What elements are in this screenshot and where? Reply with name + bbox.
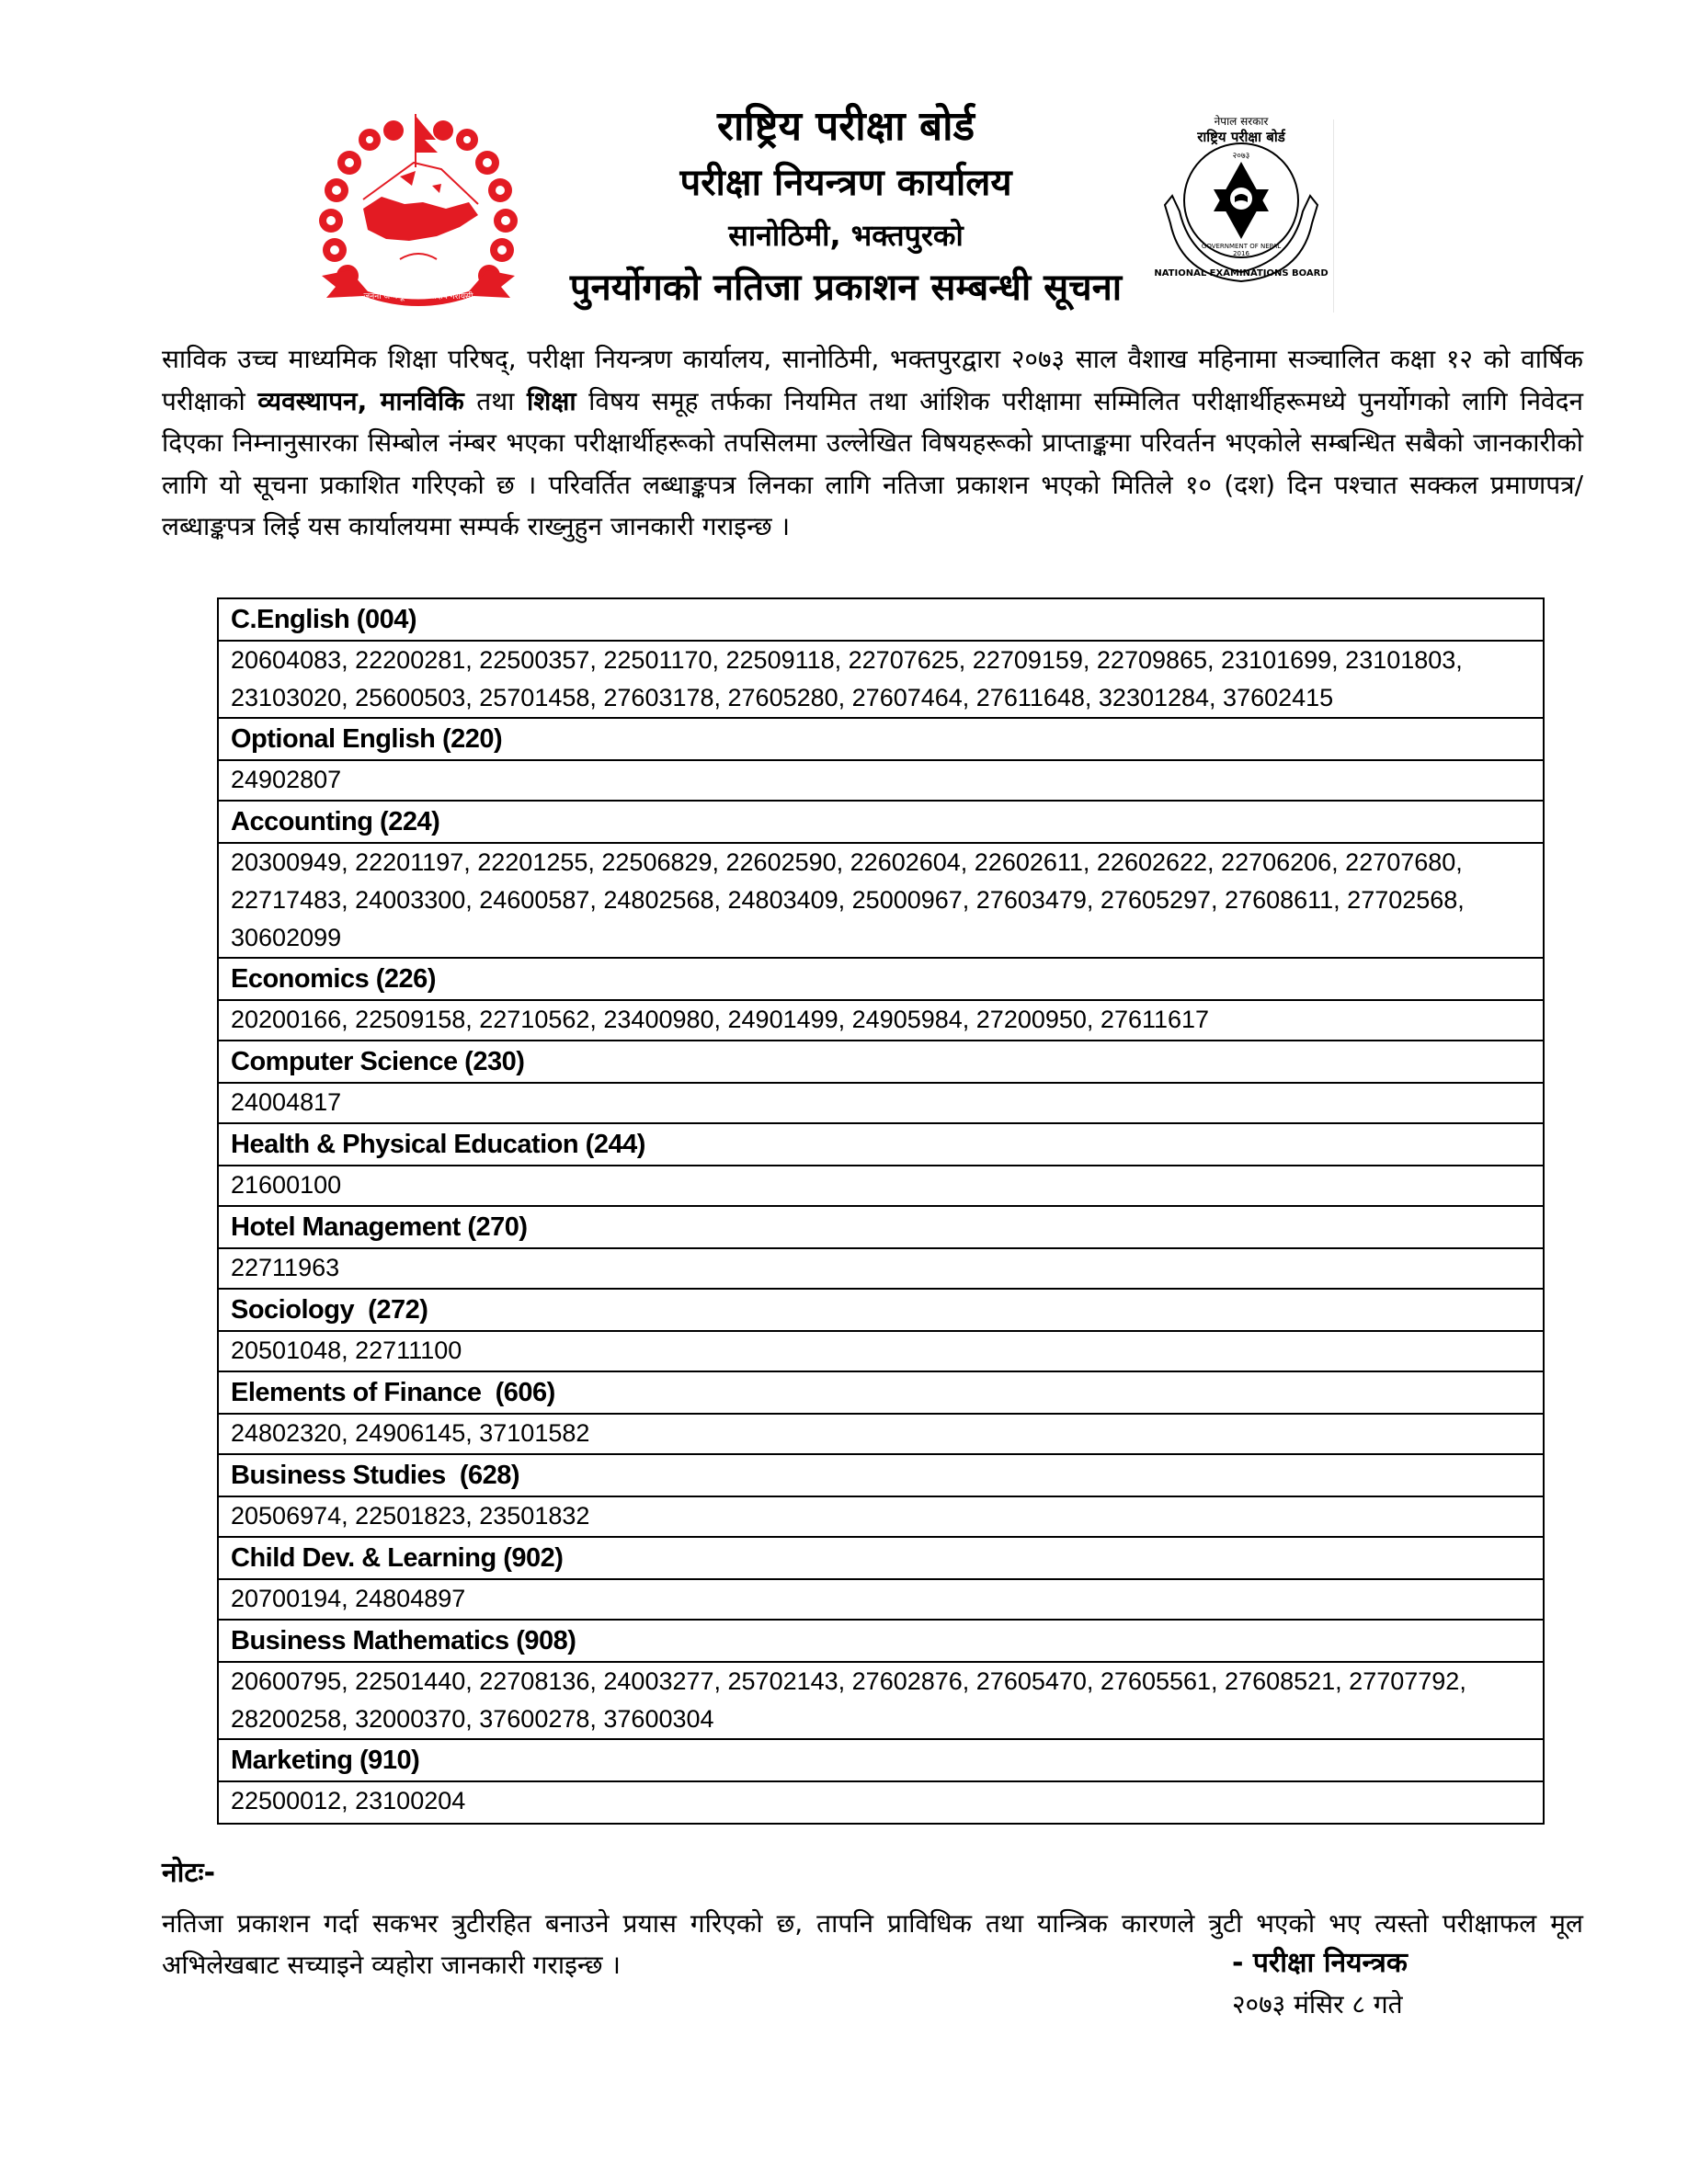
subject-block (219, 719, 1543, 802)
subject-title: Business Studies (628) (219, 1455, 1543, 1497)
subject-title: Marketing (910) (219, 1740, 1543, 1782)
symbol-numbers: 21600100 (219, 1166, 1543, 1207)
document-header (0, 92, 1688, 331)
symbol-numbers: 20300949, 22201197, 22201255, 22506829, 22602590, 22602604, 22602611, 22602622, 22706206, 22707680, 22717483, 24003300, 24600587, 24802568, 24803409, 25000967, 27603479, 27605297, 27608611, 27702568, 30602099 (219, 844, 1543, 959)
svg-text:जननी जन्मभूमिश्च स्वर्गादपि गर: जननी जन्मभूमिश्च स्वर्गादपि गरीयसी (363, 292, 473, 301)
notice-intro-paragraph: साविक उच्च माध्यमिक शिक्षा परिषद्, परीक्षा नियन्त्रण कार्यालय, सानोठिमी, भक्तपुरद्वारा २०७३ साल वैशाख महिनामा सञ्चालित कक्षा १२ को वार्षिक परीक्षाको व्यवस्थापन, मानविकि तथा शिक्षा विषय समूह तर्फका नियमित तथा आंशिक परीक्षामा सम्मिलित परीक्षार्थीहरूमध्ये पुनर्योगको लागि निवेदन दिएका निम्नानुसारका सिम्बोल नंम्बर भएका परीक्षार्थीहरूको तपसिलमा उल्लेखित विषयहरूको प्राप्ताङ्कमा परिवर्तन भएकोले सम्बन्धित सबैको जानकारीको लागि यो सूचना प्रकाशित गरिएको छ । परिवर्तित लब्धाङ्कपत्र लिनका लागि नतिजा प्रकाशन भएको मितिले १० (दश) दिन पश्चात सक्कल प्रमाणपत्र/लब्धाङ्कपत्र लिई यस कार्यालयमा सम्पर्क राख्नुहुन जानकारी गराइन्छ । (162, 344, 1583, 541)
note-text: नतिजा प्रकाशन गर्दा सकभर त्रुटीरहित बनाउने प्रयास गरिएको छ, तापनि प्राविधिक तथा यान्त्रिक कारणले त्रुटी भएको भए त्यस्तो परीक्षाफल मूल अभिलेखबाट सच्याइने व्यहोरा जानकारी गराइन्छ । (162, 1908, 1583, 1980)
subject-block (219, 599, 1543, 719)
symbol-numbers: 20600795, 22501440, 22708136, 24003277, 25702143, 27602876, 27605470, 27605561, 27608521, 27707792, 28200258, 32000370, 37600278, 37600304 (219, 1663, 1543, 1740)
subject-title: Elements of Finance (606) (219, 1372, 1543, 1415)
subject-title: Economics (226) (219, 959, 1543, 1001)
subject-block (219, 1372, 1543, 1455)
subject-title: Sociology (272) (219, 1290, 1543, 1332)
svg-text:नेपाल सरकार: नेपाल सरकार (1214, 115, 1269, 128)
notice-date: २०७३ मंसिर ८ गते (1232, 1989, 1403, 2019)
signatory: - परीक्षा नियन्त्रक (1232, 1947, 1408, 1979)
subject-title: Computer Science (230) (219, 1041, 1543, 1084)
symbol-numbers: 22500012, 23100204 (231, 1787, 466, 1814)
subject-title: Child Dev. & Learning (902) (219, 1538, 1543, 1580)
office-name: परीक्षा नियन्त्रण कार्यालय (679, 162, 1012, 204)
subject-block (219, 1124, 1543, 1207)
office-location: सानोठिमी, भक्तपुरको (728, 218, 964, 253)
subject-block (219, 1740, 1543, 1823)
national-examinations-board-seal-icon (1154, 108, 1329, 283)
symbol-numbers: 20506974, 22501823, 23501832 (219, 1497, 1543, 1538)
symbol-numbers: 22711963 (219, 1249, 1543, 1290)
subject-block (219, 1621, 1543, 1740)
notice-title: पुनर्योगको नतिजा प्रकाशन सम्बन्धी सूचना (569, 267, 1123, 309)
subject-block (219, 1290, 1543, 1372)
svg-text:NATIONAL EXAMINATIONS BOARD: NATIONAL EXAMINATIONS BOARD (1154, 268, 1329, 279)
subject-block (219, 1207, 1543, 1290)
header-divider (1333, 119, 1334, 313)
subject-title: C.English (004) (219, 599, 1543, 642)
subject-title: Business Mathematics (908) (219, 1621, 1543, 1663)
results-table (217, 597, 1545, 1825)
subject-title: Health & Physical Education (244) (219, 1124, 1543, 1166)
subject-block (219, 1538, 1543, 1621)
symbol-numbers: 20604083, 22200281, 22500357, 22501170, 22509118, 22707625, 22709159, 22709865, 23101699, 23101803, 23103020, 25600503, 25701458, 27603178, 27605280, 27607464, 27611648, 32301284, 37602415 (219, 642, 1543, 719)
title-block (515, 92, 1177, 314)
svg-text:राष्ट्रिय परीक्षा बोर्ड: राष्ट्रिय परीक्षा बोर्ड (1197, 129, 1285, 145)
nepal-government-emblem-icon (313, 112, 524, 319)
symbol-numbers: 24902807 (219, 761, 1543, 802)
subject-block (219, 1041, 1543, 1124)
subject-title: Accounting (224) (219, 802, 1543, 844)
note-label: नोटः- (162, 1857, 216, 1889)
svg-text:GOVERNMENT OF NEPAL: GOVERNMENT OF NEPAL (1201, 243, 1282, 250)
svg-text:2016: 2016 (1233, 250, 1249, 257)
symbol-numbers: 20700194, 24804897 (219, 1580, 1543, 1621)
svg-text:२०७३: २०७३ (1232, 152, 1250, 161)
subject-block (219, 959, 1543, 1041)
symbol-numbers: 24004817 (219, 1084, 1543, 1124)
subject-block (219, 1455, 1543, 1538)
subject-block (219, 802, 1543, 959)
subject-title: Hotel Management (270) (219, 1207, 1543, 1249)
symbol-numbers: 24802320, 24906145, 37101582 (219, 1415, 1543, 1455)
symbol-numbers: 20200166, 22509158, 22710562, 23400980, 24901499, 24905984, 27200950, 27611617 (219, 1001, 1543, 1041)
symbol-numbers: 20501048, 22711100 (219, 1332, 1543, 1372)
board-name: राष्ट्रिय परीक्षा बोर्ड (716, 103, 975, 150)
subject-title: Optional English (220) (219, 719, 1543, 761)
